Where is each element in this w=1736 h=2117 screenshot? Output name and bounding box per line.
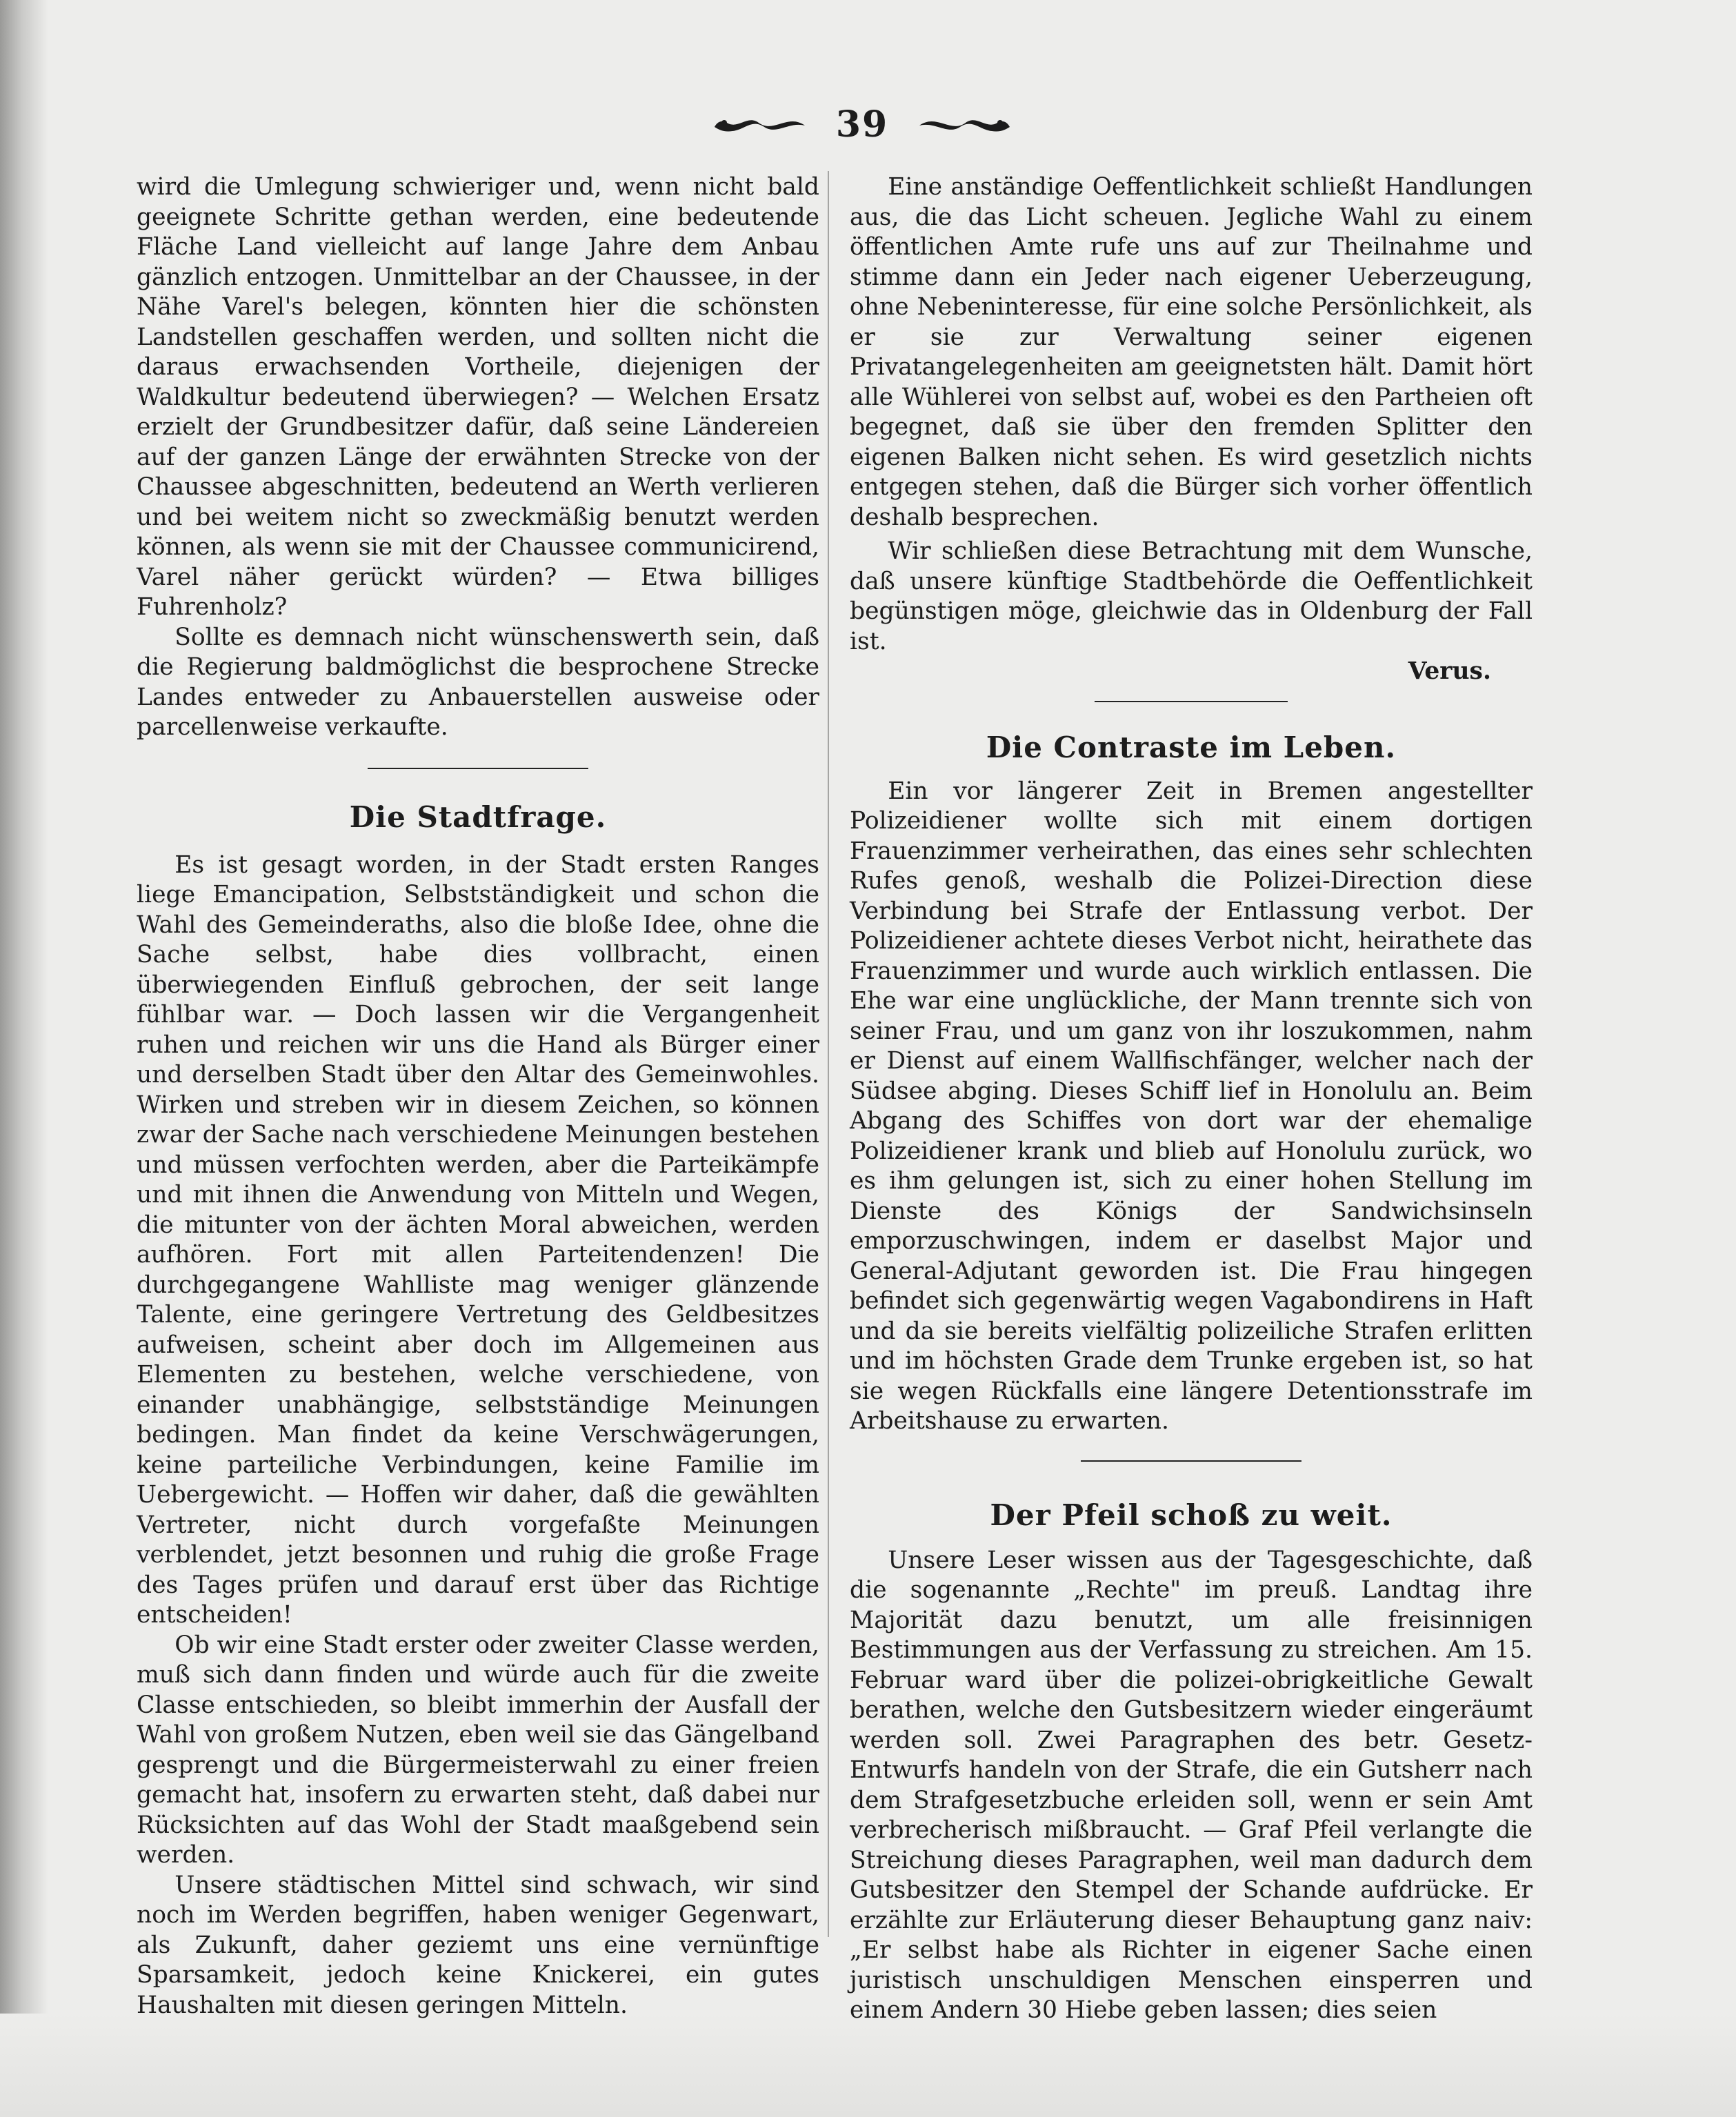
page-number: 39: [835, 103, 889, 146]
right-column: [850, 172, 1533, 2026]
left-column: [137, 172, 819, 2020]
paragraph-stadt-classe: Ob wir eine Stadt erster oder zweiter Classe werden, muß sich dann finden und würde auch für die zweite Classe entschieden, so bleibt immerhin der Ausfall der Wahl von großem Nutzen, eben weil sie das Gängelband gesprengt und die Bürgermeisterwahl zu einer freien gemacht hat, insofern zu erwarten steht, daß dabei nur Rücksichten auf das Wohl der Stadt maaßgebend sein werden.: [137, 1631, 819, 1869]
signature-verus: Verus.: [1408, 657, 1491, 685]
section-rule: [368, 768, 588, 769]
column-divider: [828, 171, 829, 1937]
left-ornament-icon: [712, 109, 808, 139]
paragraph-regierung: Sollte es demnach nicht wünschenswerth sein, daß die Regierung baldmöglichst die besprochene Strecke Landes entweder zu Anbauerstellen ausweise oder parcellenweise verkaufte.: [137, 623, 819, 741]
paragraph-polizeidiener: Ein vor längerer Zeit in Bremen angestellter Polizeidiener wollte sich mit einem dortigen Frauenzimmer verheirathen, das eines sehr schlechten Rufes genoß, weshalb die Polizei-Direction diese Verbindung bei Strafe der Entlassung verbot. Der Polizeidiener achtete dieses Verbot nicht, heirathete das Frauenzimmer und wurde auch wirklich entlassen. Die Ehe war eine unglückliche, der Mann trennte sich von seiner Frau, und um ganz von ihr loszukommen, nahm er Dienst auf einem Wallfischfänger, welcher nach der Südsee abging. Dieses Schiff lief in Honolulu an. Beim Abgang des Schiffes von dort war der ehemalige Polizeidiener krank und blieb auf Honolulu zurück, wo es ihm gelungen ist, sich zu einer hohen Stellung im Dienste des Königs der Sandwichsinseln emporzuschwingen, indem er daselbst Major und General-Adjutant geworden ist. Die Frau hingegen befindet sich gegenwärtig wegen Vagabondirens in Haft und da sie bereits vielfältig polizeiliche Strafen erlitten und im höchsten Grade dem Trunke ergeben ist, so hat sie wegen Rückfalls eine längere Detentionsstrafe im Arbeitshause zu erwarten.: [850, 777, 1533, 1435]
section-rule: [1095, 701, 1288, 702]
paragraph-mittel: Unsere städtischen Mittel sind schwach, wir sind noch im Werden begriffen, haben weniger Gegenwart, als Zukunft, daher geziemt uns eine vernünftige Sparsamkeit, jedoch keine Knickerei, ein gutes Haushalten mit diesen geringen Mitteln.: [137, 1871, 819, 2019]
paragraph-emancipation: Es ist gesagt worden, in der Stadt ersten Ranges liege Emancipation, Selbstständigkeit und schon die Wahl des Gemeinderaths, also die bloße Idee, ohne die Sache selbst, habe dies vollbracht, einen überwiegenden Einfluß gebrochen, der seit lange fühlbar war. — Doch lassen wir die Vergangenheit ruhen und reichen wir uns die Hand als Bürger einer und derselben Stadt über den Altar des Gemeinwohles. Wirken und streben wir in diesem Zeichen, so können zwar der Sache nach verschiedene Meinungen bestehen und müssen verfochten werden, aber die Parteikämpfe und mit ihnen die Anwendung von Mitteln und Wegen, die mitunter von der ächten Moral abweichen, werden aufhören. Fort mit allen Parteitendenzen! Die durchgegangene Wahlliste mag weniger glänzende Talente, eine geringere Vertretung des Geldbesitzes aufweisen, scheint aber doch im Allgemeinen aus Elementen zu bestehen, welche verschiedene, von einander unabhängige, selbstständige Meinungen bedingen. Man findet da keine Verschwägerungen, keine parteiliche Verbindungen, keine Familie im Uebergewicht. — Hoffen wir daher, daß die gewählten Vertreter, nicht durch vorgefaßte Meinungen verblendet, jetzt besonnen und ruhig die große Frage des Tages prüfen und darauf erst über das Richtige entscheiden!: [137, 851, 819, 1629]
right-ornament-icon: [916, 109, 1012, 139]
paragraph-landtag: Unsere Leser wissen aus der Tagesgeschichte, daß die sogenannte „Rechte" im preuß. Landtag ihre Majorität dazu benutzt, um alle freisinnigen Bestimmungen aus der Verfassung zu streichen. Am 15. Februar ward über die polizei-obrigkeitliche Gewalt berathen, welche den Gutsbesitzern wieder eingeräumt werden soll. Zwei Paragraphen des betr. Gesetz-Entwurfs handeln von der Strafe, die ein Gutsherr nach dem Strafgesetzbuche erleiden soll, wenn er sein Amt verbrecherisch mißbraucht. — Graf Pfeil verlangte die Streichung dieses Paragraphen, weil man dadurch dem Gutsbesitzer den Stempel der Schande aufdrücke. Er erzählte zur Erläuterung dieser Behauptung ganz naiv: „Er selbst habe als Richter in eigener Sache einen juristisch unschuldigen Menschen einsperren und einem Andern 30 Hiebe geben lassen; dies seien: [850, 1546, 1533, 2024]
heading-stadtfrage: Die Stadtfrage.: [349, 799, 607, 834]
page-header: [621, 97, 1104, 152]
heading-contraste: Die Contraste im Leben.: [986, 730, 1397, 764]
heading-pfeil: Der Pfeil schoß zu weit.: [990, 1498, 1393, 1532]
binding-shadow: [0, 0, 48, 2117]
page-bottom-edge: [0, 2014, 1736, 2117]
section-rule: [1081, 1460, 1301, 1462]
paragraph-landstellen: wird die Umlegung schwieriger und, wenn nicht bald geeignete Schritte gethan werden, eine bedeutende Fläche Land vielleicht auf lange Jahre dem Anbau gänzlich entzogen. Unmittelbar an der Chaussee, in der Nähe Varel's belegen, könnten hier die schönsten Landstellen geschaffen werden, und sollten nicht die daraus erwachsenden Vortheile, diejenigen der Waldkultur bedeutend überwiegen? — Welchen Ersatz erzielt der Grundbesitzer dafür, daß seine Ländereien auf der ganzen Länge der erwähnten Strecke von der Chaussee abgeschnitten, bedeutend an Werth verlieren und bei weitem nicht so zweckmäßig benutzt werden können, als wenn sie mit der Chaussee communicirend, Varel näher gerückt würden? — Etwa billiges Fuhrenholz?: [137, 173, 819, 621]
paragraph-wunsch: Wir schließen diese Betrachtung mit dem Wunsche, daß unsere künftige Stadtbehörde die Oeffentlichkeit begünstigen möge, gleichwie das in Oldenburg der Fall ist.: [850, 537, 1533, 655]
paragraph-oeffentlichkeit: Eine anständige Oeffentlichkeit schließt Handlungen aus, die das Licht scheuen. Jegliche Wahl zu einem öffentlichen Amte rufe uns auf zur Theilnahme und stimme dann ein Jeder nach eigener Ueberzeugung, ohne Nebeninteresse, für eine solche Persönlichkeit, als er sie zur Verwaltung seiner eigenen Privatangelegenheiten am geeignetsten hält. Damit hört alle Wühlerei von selbst auf, wobei es den Partheien oft begegnet, daß sie über den fremden Splitter den eigenen Balken nicht sehen. Es wird gesetzlich nichts entgegen stehen, daß die Bürger sich vorher öffentlich deshalb besprechen.: [850, 173, 1533, 531]
